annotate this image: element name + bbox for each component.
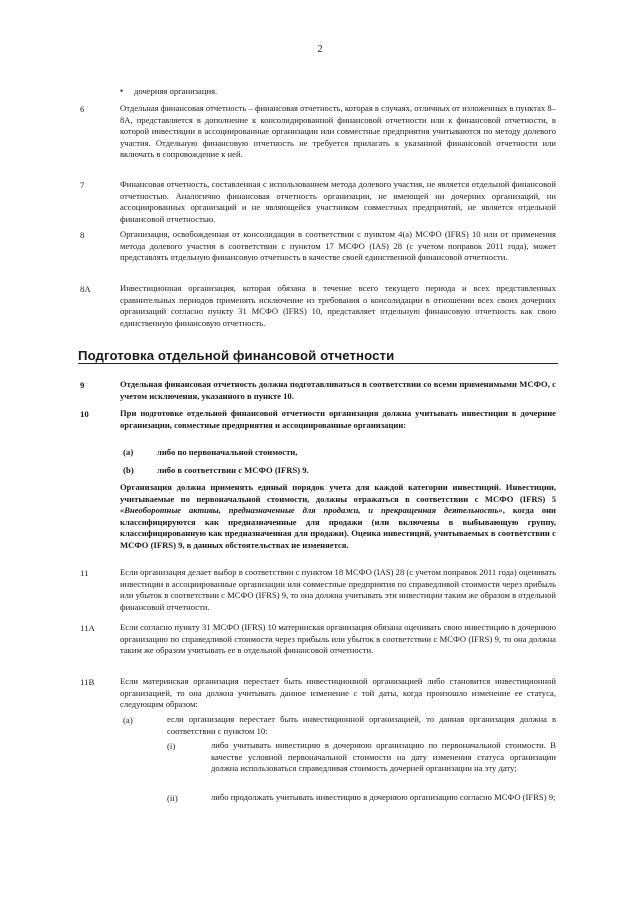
para-11a-text: Если согласно пункту 31 МСФО (IFRS) 10 материнская организация обязана оценивать свою инвестицию в дочернюю организацию по справедливой стоимости через прибыль или убыток в соответствии с МСФО (IFRS) 9, то она должна таким же образом учитывать ее в отдельной финансовой отчетности. — [120, 622, 556, 656]
para-11b-subitem-i-text: либо учитывать инвестицию в дочернюю организацию по первоначальной стоимости. В качестве условной первоначальной стоимости на дату изменения статуса организации должна использоваться справедливая стоимость дочерней организации на эту дату; — [211, 740, 556, 774]
para-11b-item-a-text: если организация перестает быть инвестиционной организацией, то данная организация должна в соответствии с пунктом 10: — [167, 714, 556, 736]
para-9-number: 9 — [80, 380, 85, 390]
para-8-text: Организация, освобожденная от консолидации в соответствии с пунктом 4(а) МСФО (IFRS) 10 или от применения метода долевого участия в соответствии с пунктом 17 МСФО (IAS) 28 (с учетом поправок 2011 года), может представлять отдельную финансовую отчетность в качестве своей единственной финансовой отчетности. — [120, 229, 556, 263]
para-7-text: Финансовая отчетность, составленная с использованием метода долевого участия, не является отдельной финансовой отчетностью. Аналогично финансовая отчетность организации, не имеющей ни дочерних организаций, ни ассоциированных организаций и не являющейся участником совместных предприятий, не является отдельной финансовой отчетностью. — [120, 179, 556, 224]
para-10-item-b-text: либо в соответствии с МСФО (IFRS) 9. — [157, 465, 309, 475]
para-6-number: 6 — [80, 104, 85, 114]
para-10-number: 10 — [80, 409, 89, 419]
para-11-number: 11 — [80, 568, 89, 578]
para-11-text: Если организация делает выбор в соответствии с пунктом 18 МСФО (IAS) 28 (с учетом поправок 2011 года) оценивать инвестиции в ассоциированные организации или совместные предприятия по справедливой стоимости через прибыль или убыток в соответствии с МСФО (IFRS) 9, то она должна учитывать эти инвестиции таким же образом в отдельной финансовой отчетности. — [120, 567, 556, 612]
para-7-number: 7 — [80, 180, 85, 190]
para-10-item-a-label: (а) — [123, 447, 134, 457]
para-11b-item-a-label: (а) — [123, 715, 133, 725]
section-heading: Подготовка отдельной финансовой отчетности — [78, 348, 395, 363]
para-11b-subitem-ii-text: либо продолжать учитывать инвестицию в дочернюю организацию согласно МСФО (IFRS) 9; — [211, 792, 556, 802]
para-10-cont-b: , когда они классифицируются как предназначенные для продажи (или включены в выбывающую группу, классифицированную как предназначенная для продажи). Оценка инвестиций, учитываемых в соответствии с МСФО (IFRS) 9, в данных обстоятельствах не изменяется. — [120, 505, 556, 550]
heading-rule — [78, 363, 558, 364]
para-10-item-a-text: либо по первоначальной стоимости, — [157, 447, 298, 457]
para-10-item-b-label: (b) — [123, 465, 134, 475]
para-11b-text: Если материнская организация перестает быть инвестиционной организацией либо становится инвестиционной организацией, то она должна учитывать данное изменение с той даты, когда произошло изменение ее статуса, следующим образом: — [120, 676, 556, 710]
para-10-cont-italic: «Внеоборотные активы, предназначенные для продажи, и прекращенная деятельность» — [120, 505, 503, 516]
para-10-cont-a: Организация должна применять единый порядок учета для каждой категории инвестиций. Инвестиции, учитываемые по первоначальной стоимости, должны отражаться в соответствии с МСФО (IFRS) 5 — [120, 482, 556, 504]
para-9-text: Отдельная финансовая отчетность должна подготавливаться в соответствии со всеми применимыми МСФО, с учетом исключения, указанного в пункте 10. — [120, 379, 556, 401]
para-11b-number: 11В — [80, 677, 95, 687]
para-8a-number: 8А — [80, 284, 91, 294]
bullet-text: дочерняя организация. — [134, 86, 218, 96]
para-8a-text: Инвестиционная организация, которая обязана в течение всего текущего периода и всех представленных сравнительных периодов применять исключение из требования о консолидации в отношении всех своих дочерних организаций согласно пункту 31 МСФО (IFRS) 10, представляет отдельную финансовую отчетность как свою единственную финансовую отчетность. — [120, 283, 556, 328]
para-10-text: При подготовке отдельной финансовой отчетности организация должна учитывать инвестиции в дочерние организации, совместные предприятия и ассоциированные организации: — [120, 408, 556, 430]
para-10-continuation — [120, 482, 556, 552]
para-6-text: Отдельная финансовая отчетность – финансовая отчетность, которая в случаях, отличных от изложенных в пунктах 8–8А, представляется в дополнение к консолидированной финансовой отчетности или к финансовой отчетности, в которой инвестиции в ассоциированные организации или совместные предприятия учитываются по методу долевого участия. Отдельную финансовую отчетность не требуется прилагать к указанной финансовой отчетности или включать в сопровождение к ней. — [120, 103, 556, 160]
page-number: 2 — [317, 44, 323, 55]
para-8-number: 8 — [80, 230, 85, 240]
para-11b-subitem-i-label: (i) — [167, 741, 176, 751]
para-11b-subitem-ii-label: (ii) — [167, 793, 178, 803]
para-11a-number: 11А — [80, 623, 95, 633]
bullet-glyph: • — [120, 86, 124, 96]
